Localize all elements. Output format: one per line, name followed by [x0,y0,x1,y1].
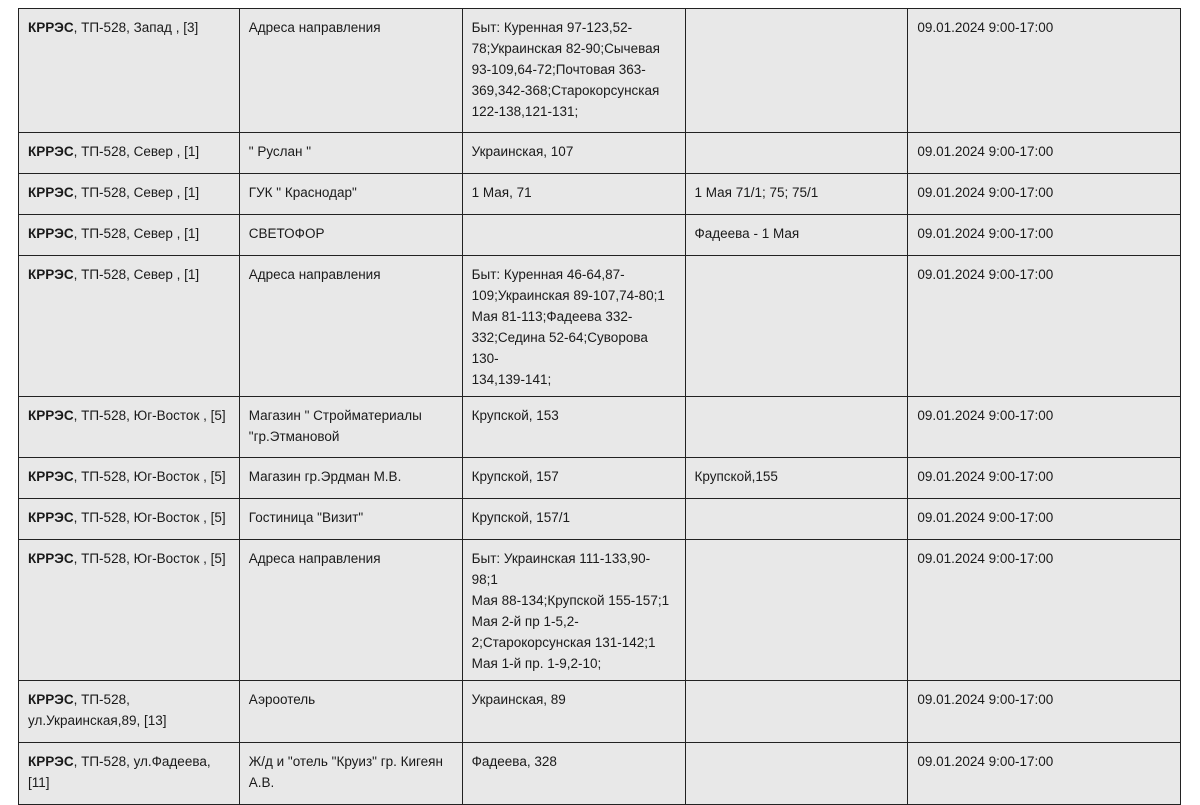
time-cell: 09.01.2024 9:00-17:00 [908,133,1181,174]
extra-address-cell [685,133,908,174]
district-label: КРРЭС [28,144,74,159]
location-text: , ТП-528, ул.Украинская,89, [13] [28,692,167,728]
extra-address-cell [685,256,908,397]
consumer-cell: СВЕТОФОР [239,215,462,256]
location-text: , ТП-528, Юг-Восток , [5] [73,551,226,566]
time-cell: 09.01.2024 9:00-17:00 [908,743,1181,805]
district-label: КРРЭС [28,185,74,200]
district-label: КРРЭС [28,551,74,566]
location-text: , ТП-528, Север , [1] [73,226,200,241]
location-cell [19,174,240,215]
consumer-cell: " Руслан " [239,133,462,174]
consumer-cell: Адреса направления [239,256,462,397]
time-cell: 09.01.2024 9:00-17:00 [908,458,1181,499]
consumer-cell: Магазин " Стройматериалы "гр.Этмановой [239,397,462,458]
address-cell: 1 Мая, 71 [462,174,685,215]
district-label: КРРЭС [28,754,74,769]
time-cell: 09.01.2024 9:00-17:00 [908,215,1181,256]
table-row [19,397,1181,458]
address-cell: Быт: Куренная 46-64,87- 109;Украинская 89-107,74-80;1 Мая 81-113;Фадеева 332- 332;Седина 52-64;Суворова 130- 134,139-141; [462,256,685,397]
address-cell: Украинская, 89 [462,681,685,743]
extra-address-cell: Фадеева - 1 Мая [685,215,908,256]
time-cell: 09.01.2024 9:00-17:00 [908,499,1181,540]
table-row [19,743,1181,805]
table-row [19,9,1181,133]
table-row [19,458,1181,499]
document-page [18,8,1181,790]
district-label: КРРЭС [28,408,74,423]
address-cell: Быт: Украинская 111-133,90-98;1 Мая 88-134;Крупской 155-157;1 Мая 2-й пр 1-5,2- 2;Старокорсунская 131-142;1 Мая 1-й пр. 1-9,2-10; [462,540,685,681]
location-text: , ТП-528, Север , [1] [73,144,200,159]
consumer-cell: Ж/д и "отель "Круиз" гр. Кигеян А.В. [239,743,462,805]
address-cell: Украинская, 107 [462,133,685,174]
location-text: , ТП-528, Север , [1] [73,185,200,200]
time-cell: 09.01.2024 9:00-17:00 [908,256,1181,397]
table-row [19,174,1181,215]
location-cell [19,499,240,540]
consumer-cell: ГУК " Краснодар" [239,174,462,215]
location-text: , ТП-528, Юг-Восток , [5] [73,469,226,484]
district-label: КРРЭС [28,510,74,525]
outage-table [18,8,1181,805]
location-cell [19,215,240,256]
location-cell [19,256,240,397]
table-row [19,215,1181,256]
location-cell [19,681,240,743]
table-row [19,499,1181,540]
district-label: КРРЭС [28,469,74,484]
location-cell [19,540,240,681]
address-cell: Крупской, 157/1 [462,499,685,540]
location-text: , ТП-528, Запад , [3] [73,20,199,35]
time-cell: 09.01.2024 9:00-17:00 [908,174,1181,215]
extra-address-cell [685,743,908,805]
district-label: КРРЭС [28,692,74,707]
table-row [19,540,1181,681]
address-cell: Фадеева, 328 [462,743,685,805]
location-text: , ТП-528, ул.Фадеева, [11] [28,754,211,790]
extra-address-cell [685,540,908,681]
table-row [19,256,1181,397]
table-row [19,681,1181,743]
location-cell [19,133,240,174]
location-text: , ТП-528, Юг-Восток , [5] [73,510,226,525]
district-label: КРРЭС [28,226,74,241]
consumer-cell: Адреса направления [239,540,462,681]
time-cell: 09.01.2024 9:00-17:00 [908,681,1181,743]
extra-address-cell [685,397,908,458]
address-cell [462,215,685,256]
extra-address-cell [685,681,908,743]
consumer-cell: Аэроотель [239,681,462,743]
location-cell [19,397,240,458]
address-cell: Крупской, 157 [462,458,685,499]
extra-address-cell [685,499,908,540]
location-text: , ТП-528, Север , [1] [73,267,200,282]
address-cell: Крупской, 153 [462,397,685,458]
time-cell: 09.01.2024 9:00-17:00 [908,397,1181,458]
time-cell: 09.01.2024 9:00-17:00 [908,9,1181,133]
extra-address-cell [685,9,908,133]
consumer-cell: Магазин гр.Эрдман М.В. [239,458,462,499]
extra-address-cell: 1 Мая 71/1; 75; 75/1 [685,174,908,215]
consumer-cell: Гостиница "Визит" [239,499,462,540]
consumer-cell: Адреса направления [239,9,462,133]
location-cell [19,743,240,805]
district-label: КРРЭС [28,267,74,282]
location-text: , ТП-528, Юг-Восток , [5] [73,408,226,423]
time-cell: 09.01.2024 9:00-17:00 [908,540,1181,681]
extra-address-cell: Крупской,155 [685,458,908,499]
location-cell [19,458,240,499]
table-row [19,133,1181,174]
location-cell [19,9,240,133]
address-cell: Быт: Куренная 97-123,52- 78;Украинская 82-90;Сычевая 93-109,64-72;Почтовая 363- 369,342-368;Старокорсунская 122-138,121-131; [462,9,685,133]
district-label: КРРЭС [28,20,74,35]
